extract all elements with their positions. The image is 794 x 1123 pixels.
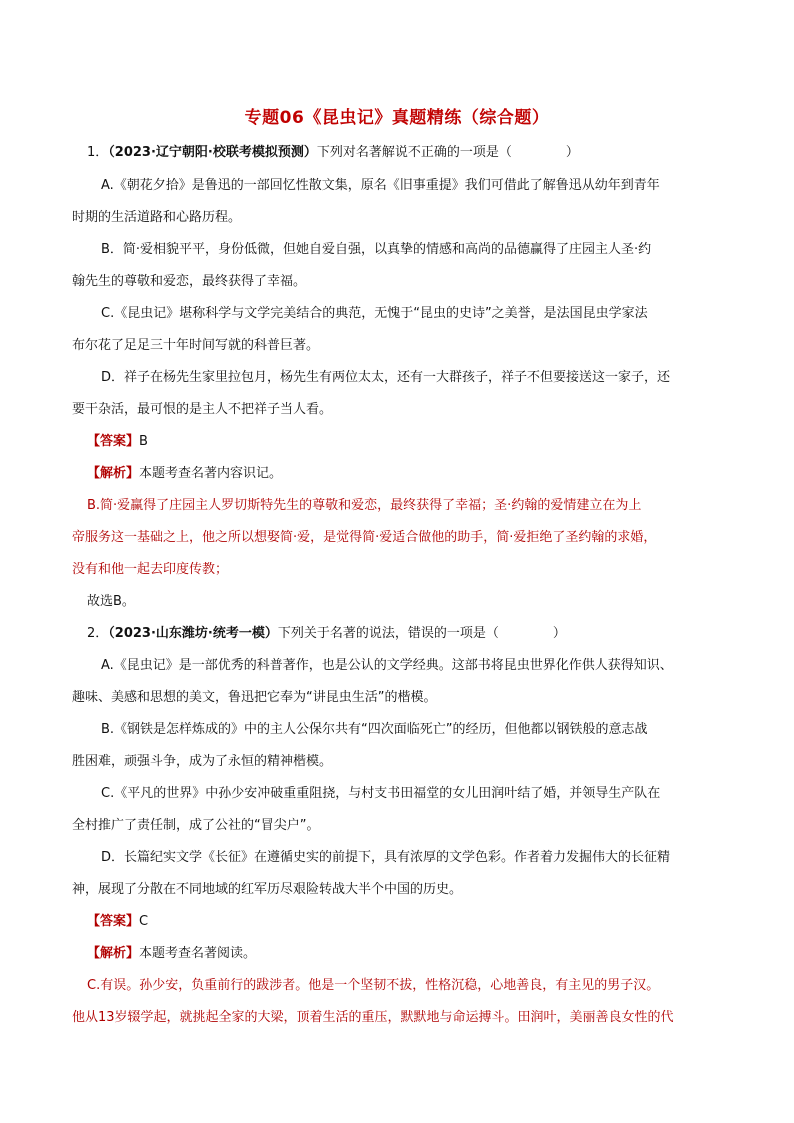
option-a-line-1: A.《昆虫记》是一部优秀的科普著作，也是公认的文学经典。这部书将昆虫世界化作供人获得知识、 [101,658,673,673]
option-b-line-2: 翰先生的尊敬和爱恋，最终获得了幸福。 [72,274,307,289]
option-c-line-2: 全村推广了责任制，成了公社的“冒尖户”。 [72,818,320,833]
question-text: 下列对名著解说不正确的一项是（ [316,145,512,160]
question-source: （2023·辽宁朝阳·校联考模拟预测） [108,145,317,160]
answer-label: 【答案】 [87,434,140,449]
answer-value: B [139,434,148,449]
explanation-line-1: B.简·爱赢得了庄园主人罗切斯特先生的尊敬和爱恋，最终获得了幸福；圣·约翰的爱情建立在为上 [87,498,642,513]
question-number: 2． [87,626,109,641]
analysis-label: 【解析】 [87,466,140,481]
option-b-line-1: B．简·爱相貌平平，身份低微，但她自爱自强，以真挚的情感和高尚的品德赢得了庄园主人圣·约 [101,242,652,257]
question-1-stem: 1．（2023·辽宁朝阳·校联考模拟预测）下列对名著解说不正确的一项是（ ） [87,145,579,160]
page-title: 专题06《昆虫记》真题精练（综合题） [244,108,550,128]
option-b-line-2: 胜困难，顽强斗争，成为了永恒的精神楷模。 [72,754,333,769]
question-2-stem: 2．（2023·山东潍坊·统考一模）下列关于名著的说法，错误的一项是（ ） [87,626,566,641]
explanation-line-2: 帝服务这一基础之上，他之所以想娶简·爱，是觉得简·爱适合做他的助手，简·爱拒绝了圣约翰的求婚， [72,530,657,545]
explanation-line-1: C.有误。孙少安，负重前行的跋涉者。他是一个坚韧不拔，性格沉稳，心地善良，有主见的男子汉。 [87,978,660,993]
analysis-label: 【解析】 [87,946,140,961]
option-d-line-2: 要干杂活，最可恨的是主人不把祥子当人看。 [72,402,333,417]
option-d-line-2: 神，展现了分散在不同地域的红军历尽艰险转战大半个中国的历史。 [72,882,463,897]
answer-line [87,913,747,931]
conclusion-line: 故选B。 [87,594,135,609]
question-text: 下列关于名著的说法，错误的一项是（ [277,626,499,641]
option-b-line-1: B.《钢铁是怎样炼成的》中的主人公保尔共有“四次面临死亡”的经历，但他都以钢铁般的意志战 [101,722,648,737]
option-c-line-1: C.《平凡的世界》中孙少安冲破重重阻挠，与村支书田福堂的女儿田润叶结了婚，并领导生产队在 [101,786,661,801]
analysis-line [87,945,747,963]
option-a-line-2: 趣味、美感和思想的美文，鲁迅把它奉为“讲昆虫生活”的楷模。 [72,690,437,705]
question-source: （2023·山东潍坊·统考一模） [108,626,278,641]
analysis-text: 本题考查名著内容识记。 [139,466,283,481]
explanation-line-2: 他从13岁辍学起，就挑起全家的大梁，顶着生活的重压，默默地与命运搏斗。田润叶，美丽善良女性的代 [72,1010,674,1025]
analysis-line [87,465,747,483]
answer-line [87,433,747,451]
analysis-text: 本题考查名著阅读。 [139,946,257,961]
answer-value: C [139,914,149,929]
option-a-line-1: A.《朝花夕拾》是鲁迅的一部回忆性散文集，原名《旧事重提》我们可借此了解鲁迅从幼年到青年 [101,178,660,193]
option-a-line-2: 时期的生活道路和心路历程。 [72,210,242,225]
option-c-line-2: 布尔花了足足三十年时间写就的科普巨著。 [72,338,320,353]
option-c-line-1: C.《昆虫记》堪称科学与文学完美结合的典范，无愧于“昆虫的史诗”之美誉，是法国昆虫学家法 [101,306,648,321]
answer-label: 【答案】 [87,914,140,929]
option-d-line-1: D．祥子在杨先生家里拉包月，杨先生有两位太太，还有一大群孩子，祥子不但要接送这一家子，还 [101,370,671,385]
option-d-line-1: D．长篇纪实文学《长征》在遵循史实的前提下，具有浓厚的文学色彩。作者着力发掘伟大的长征精 [101,850,671,865]
question-number: 1． [87,145,109,160]
explanation-line-3: 没有和他一起去印度传教； [72,562,229,577]
